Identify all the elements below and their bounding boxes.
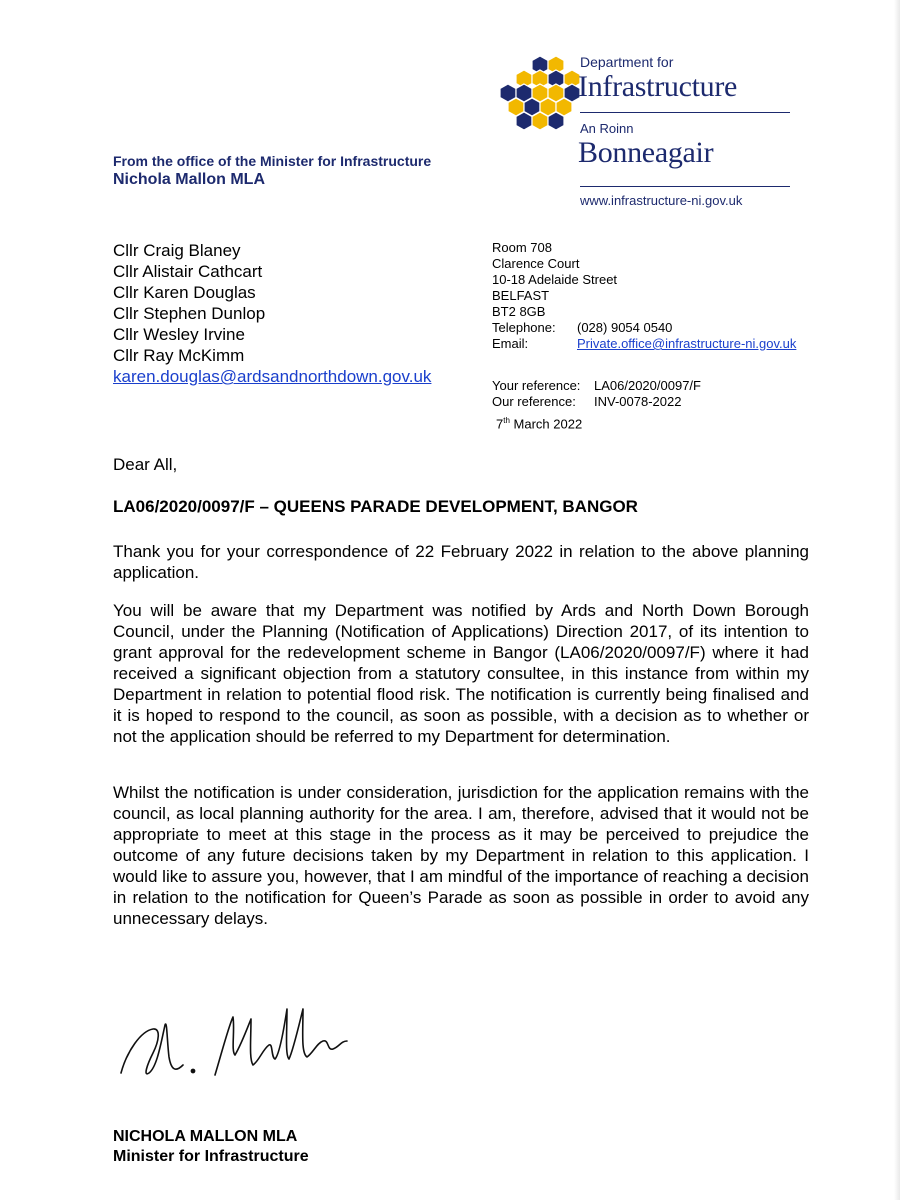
signer-block (113, 1127, 309, 1167)
references (492, 378, 701, 410)
salutation: Dear All, (113, 455, 178, 474)
logo-line-infrastructure: Infrastructure (578, 70, 738, 103)
logo-divider (580, 112, 790, 113)
telephone-value: (028) 9054 0540 (577, 320, 673, 335)
logo-line-department-for: Department for (580, 54, 674, 70)
recipient-email-link[interactable]: karen.douglas@ardsandnorthdown.gov.uk (113, 367, 432, 386)
recipient: Cllr Stephen Dunlop (113, 304, 266, 323)
page-edge-shadow (894, 0, 900, 1200)
your-reference-row (492, 378, 701, 394)
telephone-label: Telephone: (492, 320, 556, 335)
from-block (113, 153, 431, 189)
signer-name: NICHOLA MALLON MLA (113, 1128, 298, 1145)
our-reference-label: Our reference: (492, 394, 576, 409)
date-day: 7 (496, 416, 504, 432)
address-line: Room 708 (492, 240, 552, 255)
our-reference-value: INV-0078-2022 (594, 394, 682, 409)
email-row (492, 336, 796, 352)
logo-website: www.infrastructure-ni.gov.uk (580, 193, 743, 208)
logo-line-bonneagair: Bonneagair (578, 136, 714, 169)
email-label: Email: (492, 336, 529, 351)
sender-address (492, 240, 796, 352)
recipient: Cllr Karen Douglas (113, 283, 256, 302)
logo-line-an-roinn: An Roinn (580, 121, 634, 136)
recipient: Cllr Craig Blaney (113, 241, 241, 260)
signer-title: Minister for Infrastructure (113, 1148, 309, 1165)
address-line: BT2 8GB (492, 304, 546, 319)
your-reference-label: Your reference: (492, 378, 581, 393)
recipient: Cllr Ray McKimm (113, 346, 245, 365)
telephone-row (492, 320, 796, 336)
logo-divider (580, 186, 790, 187)
address-line: BELFAST (492, 288, 550, 303)
handwritten-signature (113, 995, 353, 1085)
department-logo (500, 52, 800, 212)
address-line: Clarence Court (492, 256, 580, 271)
body-paragraph: Whilst the notification is under consideration, jurisdiction for the application remains with the council, as local planning authority for the area. I am, therefore, advised that it would not be appropriate to meet at this stage in the process as it may be perceived to prejudice the outcome of any future decisions taken by my Department in relation to this application. I would like to assure you, however, that I am mindful of the importance of reaching a decision in relation to the notification for Queen’s Parade as soon as possible in order to avoid any unnecessary delays. (113, 783, 809, 928)
hexagon-emblem-icon (500, 52, 580, 136)
letter-date (496, 416, 582, 431)
body-paragraph: You will be aware that my Department was notified by Ards and North Down Borough Council, under the Planning (Notification of Applications) Direction 2017, of its intention to grant approval for the redevelopment scheme in Bangor (LA06/2020/0097/F) where it had received a significant objection from a statutory consultee, in this instance from within my Department in relation to potential flood risk. The notification is currently being finalised and it is hoped to respond to the council, as soon as possible, with a decision as to whether or not the application should be referred to my Department for determination. (113, 601, 809, 746)
date-ordinal-suffix: th (503, 416, 510, 425)
our-reference-row (492, 394, 701, 410)
body-paragraph: Thank you for your correspondence of 22 February 2022 in relation to the above planning application. (113, 542, 809, 582)
date-month-year: March 2022 (509, 416, 583, 432)
your-reference-value: LA06/2020/0097/F (594, 378, 701, 393)
recipient: Cllr Alistair Cathcart (113, 262, 263, 281)
office-email-link[interactable]: Private.office@infrastructure-ni.gov.uk (577, 336, 797, 351)
address-line: 10-18 Adelaide Street (492, 272, 618, 287)
recipient: Cllr Wesley Irvine (113, 325, 245, 344)
from-name: Nichola Mallon MLA (113, 171, 265, 188)
recipients-block (113, 240, 431, 387)
from-office: From the office of the Minister for Infrastructure (113, 153, 432, 169)
subject-line: LA06/2020/0097/F – QUEENS PARADE DEVELOPMENT, BANGOR (113, 497, 638, 516)
